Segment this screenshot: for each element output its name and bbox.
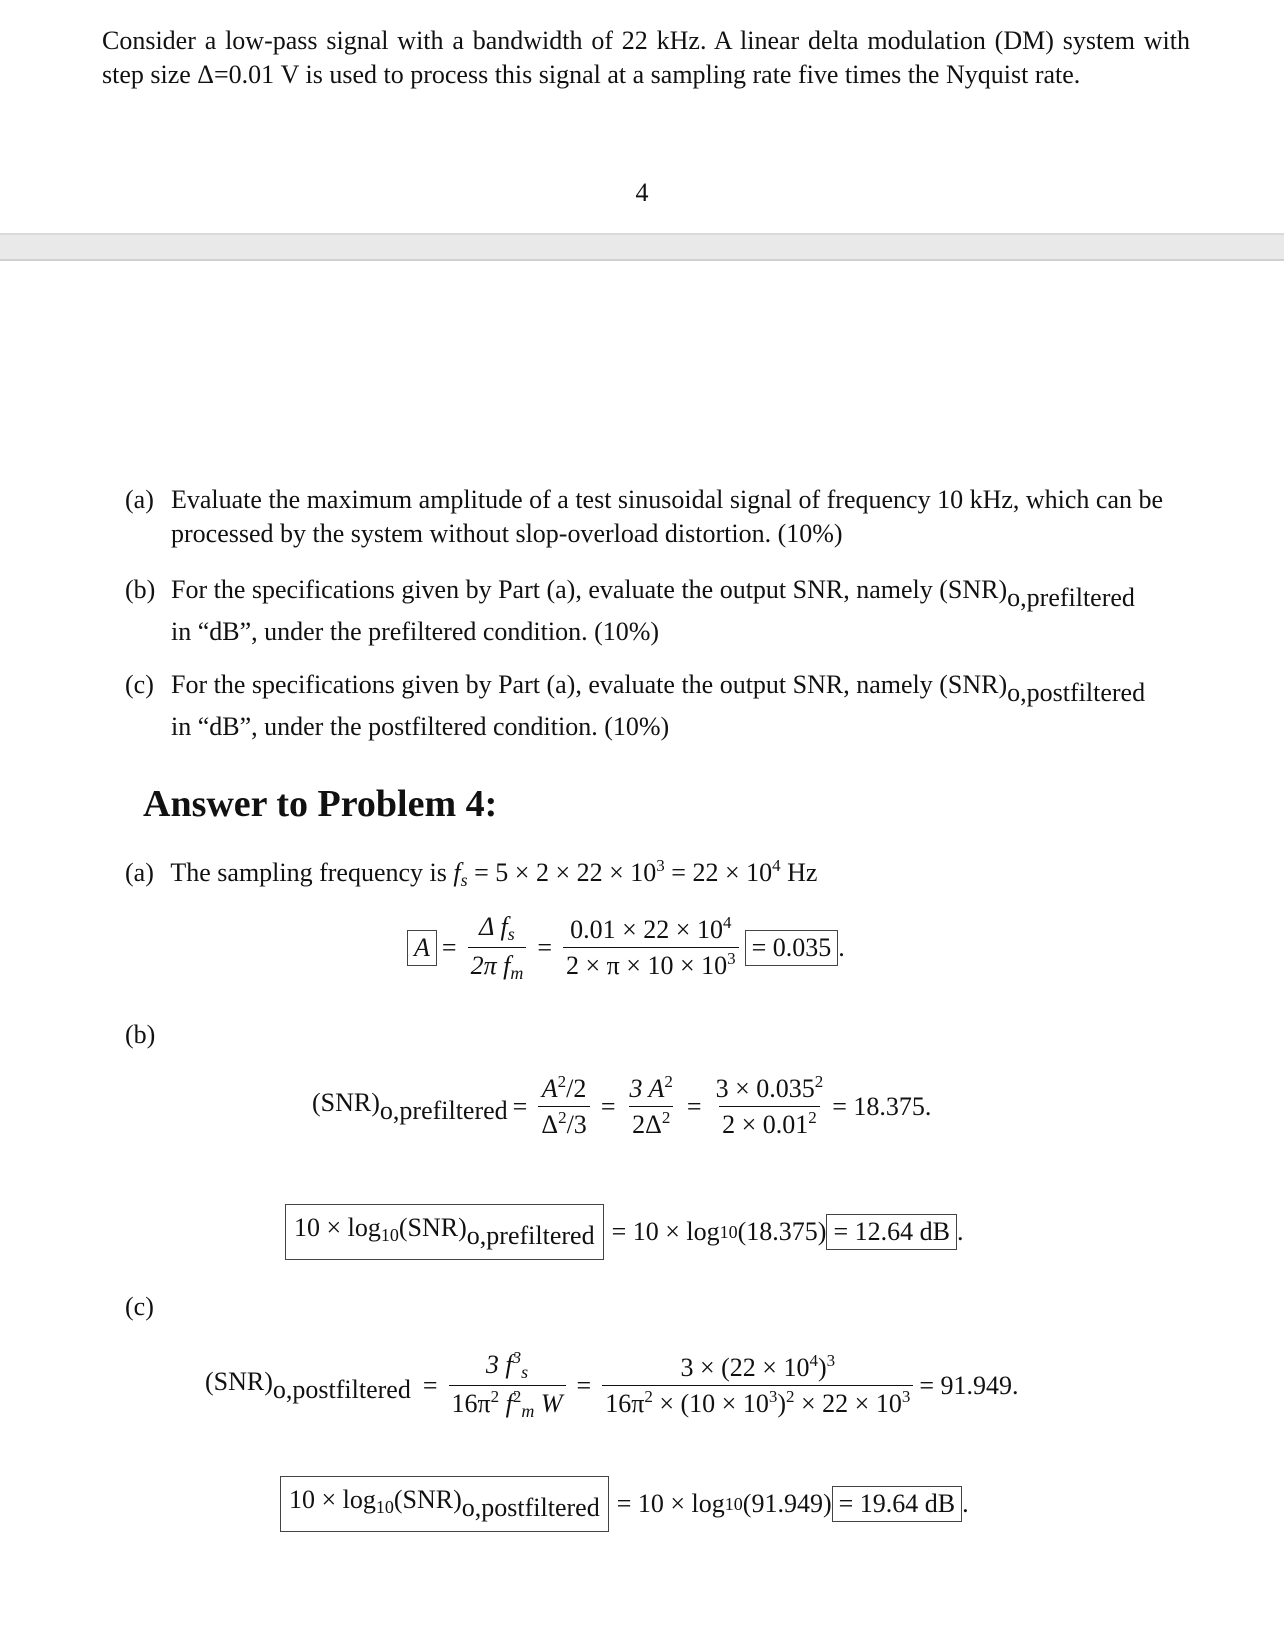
question-label: (b) <box>125 575 156 604</box>
page-separator <box>0 233 1284 261</box>
boxed-db-result: = 19.64 dB <box>832 1486 963 1522</box>
fraction: $\frac{3 \times 0.035^2}{2 \times 0.01^2}$ <box>715 1072 824 1139</box>
fraction: $\frac{3 f^3_s}{16\pi^2 f^2_m W}$ <box>449 1350 566 1421</box>
question-c <box>125 668 1193 744</box>
boxed-db-result: = 12.64 dB <box>826 1214 957 1250</box>
fraction: $\frac{3 A^2}{2\Delta^2}$ <box>629 1072 673 1139</box>
fraction: $\frac{\Delta f_s}{2\pi f_m}$ <box>468 912 527 983</box>
answer-a-equation: A = $\frac{\Delta f_s}{2\pi f_m}$ = $\frac{0.01 \times 22 \times 10^4}{2 \times \pi \times 10 \times 10^3}$ = 0.035 . <box>407 912 845 983</box>
answer-b-label: (b) <box>125 1020 156 1049</box>
question-text: For the specifications given by Part (a), evaluate the output SNR, namely (SNR)o,postfiltered in “dB”, under the postfiltered condition. (10%) <box>171 670 1146 741</box>
question-label: (c) <box>125 670 154 699</box>
boxed-snr-db: $10 \times \log_{10}(SNR)o,postfiltered$ <box>280 1476 609 1532</box>
question-text: Evaluate the maximum amplitude of a test sinusoidal signal of frequency 10 kHz, which can be processed by the system without slop-overload distortion. (10%) <box>171 485 1164 548</box>
answer-c-label: (c) <box>125 1292 154 1321</box>
boxed-snr-db: $10 \times \log_{10}(SNR)o,prefiltered$ <box>285 1204 604 1260</box>
boxed-result: = 0.035 <box>745 930 839 966</box>
answer-b-snr-equation: (SNR)o,prefiltered = $\frac{A^2/2}{\Delta^2/3}$ = $\frac{3 A^2}{2\Delta^2}$ = $\frac{3 \times 0.035^2}{2 \times 0.01^2}$ = 18.375. <box>312 1072 932 1139</box>
fraction: $\frac{3 \times (22 \times 10^4)^3}{16\pi^2 \times (10 \times 10^3)^2 \times 22 \times 10^3}$ <box>602 1353 913 1419</box>
question-text: For the specifications given by Part (a), evaluate the output SNR, namely (SNR)o,prefiltered in “dB”, under the prefiltered condition. (10%) <box>171 575 1135 646</box>
question-label: (a) <box>125 485 154 514</box>
question-b <box>125 573 1193 649</box>
problem-intro: Consider a low-pass signal with a bandwidth of 22 kHz. A linear delta modulation (DM) system with step size Δ=0.01 V is used to process this signal at a sampling rate five times the Nyquist rate. <box>102 26 1190 89</box>
answer-b-db-equation: $10 \times \log_{10}(SNR)o,prefiltered$ = 10 × log 10 (18.375) = 12.64 dB . <box>285 1204 963 1260</box>
fraction: $\frac{0.01 \times 22 \times 10^4}{2 \times \pi \times 10 \times 10^3}$ <box>563 915 739 981</box>
page-number: 4 <box>635 178 649 207</box>
answer-a-line: (a) The sampling frequency is $f_s = 5 \times 2 \times 22 \times 10^3 = 22 \times 10^4$ Hz <box>125 856 818 890</box>
answer-c-db-equation: $10 \times \log_{10}(SNR)o,postfiltered$ = 10 × log 10 (91.949) = 19.64 dB . <box>280 1476 969 1532</box>
answer-c-snr-equation: (SNR)o,postfiltered = $\frac{3 f^3_s}{16\pi^2 f^2_m W}$ = $\frac{3 \times (22 \times 10^4)^3}{16\pi^2 \times (10 \times 10^3)^2 \times 22 \times 10^3}$ = 91.949. <box>205 1348 1019 1421</box>
boxed-amplitude-symbol: A <box>407 930 437 966</box>
fraction: $\frac{A^2/2}{\Delta^2/3}$ <box>538 1074 589 1140</box>
question-a <box>125 483 1193 551</box>
answer-heading: Answer to Problem 4: <box>143 783 498 825</box>
